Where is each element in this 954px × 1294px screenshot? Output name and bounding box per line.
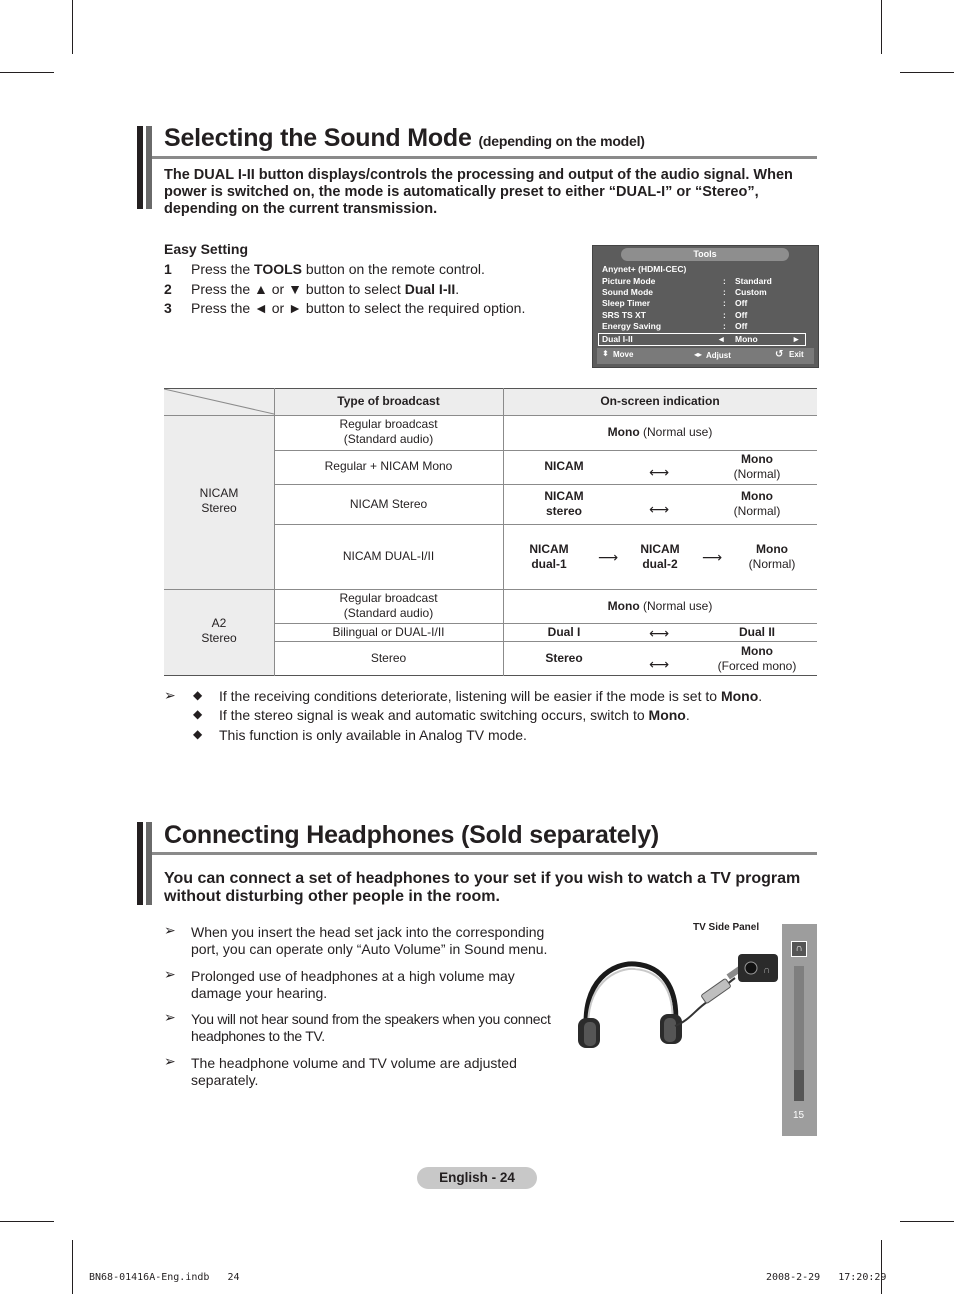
note-item: If the receiving conditions deteriorate, listening will be easier if the mode is set to Mono.: [219, 688, 763, 704]
note-item: When you insert the head set jack into the corresponding port, you can operate only “Auto Volume” in Sound menu.: [191, 924, 548, 957]
crop-mark: [0, 72, 54, 73]
svg-text:∩: ∩: [763, 965, 771, 976]
arrow-both-icon: ⟷: [649, 656, 670, 672]
menu-item-dual[interactable]: Dual I-II ◄ Mono ►: [598, 333, 806, 346]
note-marker-icon: ➢: [164, 922, 176, 938]
arrow-both-icon: ⟷: [649, 625, 670, 641]
steps-list: [164, 260, 584, 319]
table-row-indication: Mono (Normal use): [607, 425, 713, 439]
menu-item-srs[interactable]: SRS TS XT : Off: [602, 310, 748, 320]
table-header-indication: On-screen indication: [600, 394, 720, 408]
bullet-icon: ◆: [193, 707, 203, 721]
left-arrow-icon[interactable]: ◄: [717, 334, 726, 344]
indication-a: NICAM dual-1: [529, 542, 569, 571]
section-bar: [146, 822, 152, 905]
indication-b: Mono (Normal): [733, 489, 781, 518]
menu-item-picture-mode[interactable]: Picture Mode : Standard: [602, 276, 772, 286]
easy-setting-heading: Easy Setting: [164, 241, 249, 257]
table-row-indication: Mono (Normal use): [607, 599, 713, 613]
arrow-both-icon: ⟷: [649, 501, 670, 517]
move-icon: ⬍: [602, 349, 609, 358]
crop-mark: [900, 72, 954, 73]
header-diagonal: [164, 388, 274, 415]
broadcast-table: [164, 388, 817, 676]
right-arrow-icon[interactable]: ►: [792, 334, 801, 344]
note-item: If the stereo signal is weak and automatic switching occurs, switch to Mono.: [219, 707, 690, 723]
tv-side-panel: [782, 924, 817, 1136]
indication-a: NICAM: [544, 459, 584, 473]
indication-a: Dual I: [547, 625, 581, 639]
file-info: BN68-01416A-Eng.indb 24: [89, 1272, 240, 1283]
note-marker-icon: ➢: [164, 966, 176, 982]
table-row: NICAM Stereo: [349, 497, 428, 511]
section-title-note: (depending on the model): [478, 133, 645, 149]
indication-a: Stereo: [545, 651, 583, 665]
section-intro: The DUAL I-II button displays/controls the processing and output of the audio signal. When power is switched on, the mode is automatically preset to either “DUAL-I” or “Stereo”, depending on the current transmission.: [164, 167, 793, 217]
note-item: This function is only available in Analog TV mode.: [219, 727, 527, 743]
print-date: 2008-2-29 17:20:29: [766, 1272, 887, 1283]
indication-b: Mono (Forced mono): [717, 644, 797, 673]
exit-icon: ↺: [775, 349, 784, 360]
step-item: 2 Press the ▲ or ▼ button to select Dual I-II.: [164, 280, 460, 297]
table-row: Regular broadcast (Standard audio): [339, 417, 438, 446]
panel-label: TV Side Panel: [693, 922, 760, 933]
section-title-text: Selecting the Sound Mode: [164, 124, 472, 152]
menu-item-sleep-timer[interactable]: Sleep Timer : Off: [602, 298, 748, 308]
tools-menu: [592, 245, 819, 368]
table-row: Bilingual or DUAL-I/II: [332, 625, 445, 639]
table-row: NICAM DUAL-I/II: [342, 549, 435, 563]
note-item: You will not hear sound from the speakers when you connect headphones to the TV.: [191, 1011, 551, 1044]
bullet-icon: ◆: [193, 727, 203, 741]
crop-mark: [0, 1221, 54, 1222]
headphones-icon: [575, 940, 785, 1055]
table-row: Stereo: [370, 651, 407, 665]
menu-item-energy-saving[interactable]: Energy Saving : Off: [602, 321, 748, 331]
indication-b: Mono (Normal): [748, 542, 796, 571]
arrow-right-icon: ⟶: [598, 549, 619, 565]
table-header-type: Type of broadcast: [337, 394, 440, 408]
note-marker-icon: ➢: [164, 1053, 176, 1069]
crop-mark: [72, 0, 73, 54]
title-rule: [152, 852, 817, 855]
panel-number: 15: [793, 1110, 805, 1121]
note-item: Prolonged use of headphones at a high volume may damage your hearing.: [191, 968, 515, 1001]
section-title: [164, 124, 645, 153]
note-item: The headphone volume and TV volume are adjusted separately.: [191, 1055, 517, 1088]
arrow-right-icon: ⟶: [702, 549, 723, 565]
menu-item-anynet[interactable]: Anynet+ (HDMI-CEC): [602, 264, 687, 274]
section-title: Connecting Headphones (Sold separately): [164, 821, 660, 849]
section-intro: You can connect a set of headphones to your set if you wish to watch a TV program without disturbing other people in the room.: [164, 870, 801, 905]
crop-mark: [900, 1221, 954, 1222]
tools-menu-title: Tools: [621, 248, 789, 261]
note-marker-icon: ➢: [164, 1009, 176, 1025]
section-bar: [146, 126, 152, 209]
crop-mark: [72, 1240, 73, 1294]
section-bar: [137, 822, 143, 905]
indication-b: Dual II: [738, 625, 775, 639]
step-item: 1 Press the TOOLS button on the remote control.: [164, 261, 485, 277]
indication-a: NICAM stereo: [544, 489, 584, 518]
section-bar: [137, 126, 143, 209]
table-row: Regular broadcast (Standard audio): [339, 591, 438, 620]
tools-menu-footer: ⬍ Move ◂▸ Adjust ↺ Exit: [597, 348, 814, 364]
table-row: Regular + NICAM Mono: [324, 459, 453, 473]
step-item: 3 Press the ◄ or ► button to select the required option.: [164, 300, 526, 316]
indication-m: NICAM dual-2: [640, 542, 680, 571]
menu-item-sound-mode[interactable]: Sound Mode : Custom: [602, 287, 767, 297]
crop-mark: [881, 0, 882, 54]
adjust-icon: ◂▸: [694, 350, 703, 359]
panel-slot-dark: [794, 1070, 804, 1101]
note-marker-icon: ➢: [164, 687, 176, 703]
headphone-jack-icon: ∩: [791, 941, 807, 957]
title-rule: [152, 156, 817, 159]
indication-b: Mono (Normal): [733, 452, 781, 481]
crop-mark: [881, 1240, 882, 1294]
arrow-both-icon: ⟷: [649, 464, 670, 480]
page-number-badge: English - 24: [417, 1167, 537, 1189]
group-a2: A2 Stereo: [201, 616, 237, 645]
group-nicam: NICAM Stereo: [199, 486, 239, 515]
bullet-icon: ◆: [193, 688, 203, 702]
